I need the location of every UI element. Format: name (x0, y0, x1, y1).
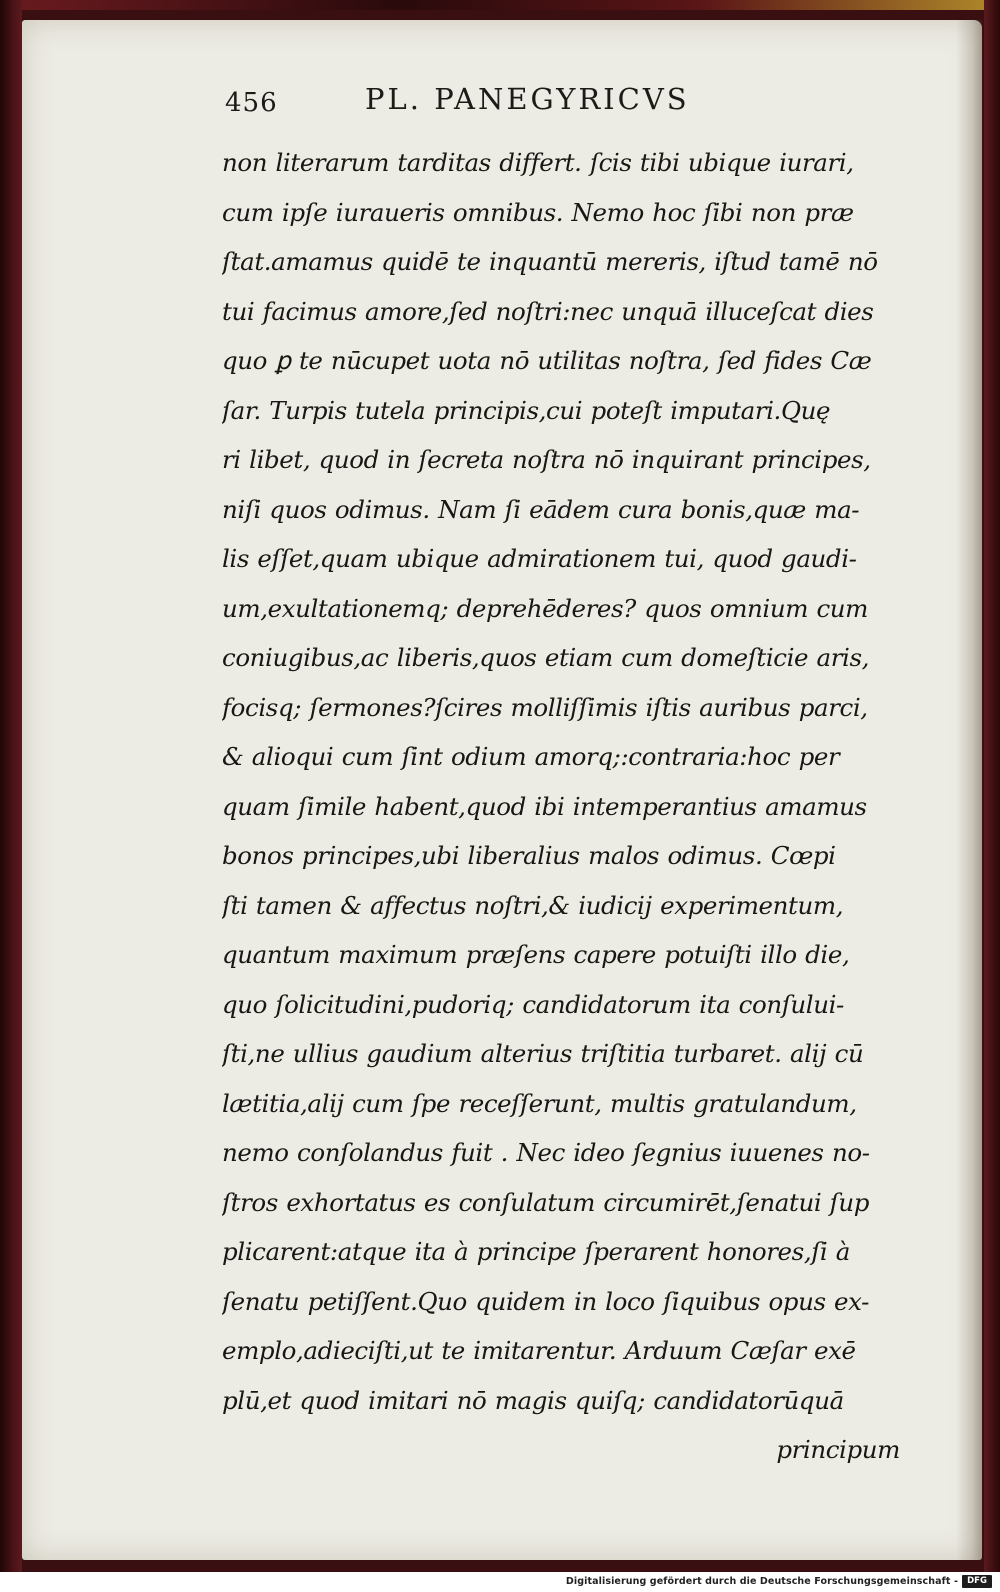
catchword: principum (776, 1435, 900, 1464)
text-line: plicarent:atque ita à principe ſperarent honores,ſi à (222, 1237, 850, 1266)
text-line: ſenatu petiſſent.Quo quidem in loco ſiquibus opus ex- (222, 1286, 869, 1316)
page-number: 456 (225, 88, 278, 118)
text-line: quam ſimile habent,quod ibi intemperantius amamus (222, 791, 867, 821)
text-line: tui facimus amore,ſed noſtri:nec unquā illuceſcat dies (222, 296, 874, 326)
text-line: coniugibus,ac liberis,quos etiam cum domeſticie aris, (222, 643, 870, 672)
text-line: ſar. Turpis tutela principis,cui poteſt imputari.Quę (222, 395, 831, 425)
left-binding-cover (0, 0, 22, 1572)
text-line: cum ipſe iuraueris omnibus. Nemo hoc ſibi non præ (222, 197, 854, 227)
text-line: non literarum tarditas differt. ſcis tibi ubique iurari, (222, 148, 854, 177)
text-line: nemo conſolandus fuit . Nec ideo ſegnius iuuenes no- (222, 1138, 870, 1167)
text-line: ſtros exhortatus es conſulatum circumirēt,ſenatui ſup (222, 1187, 869, 1217)
text-line: quo ꝑ te nūcupet uota nō utilitas noſtra, ſed fides Cæ (222, 346, 872, 375)
right-binding-cover (984, 0, 1000, 1572)
text-line: plū,et quod imitari nō magis quiſq; candidatorūquā (222, 1385, 844, 1415)
text-line: ſtat.amamus quidē te inquantū mereris, iſtud tamē nō (222, 247, 878, 276)
dfg-logo-icon: DFG (962, 1575, 992, 1588)
text-line: & alioqui cum ſint odium amorq;:contraria:hoc per (222, 742, 840, 771)
text-line: focisq; ſermones?ſcires molliſſimis iſtis auribus parci, (222, 692, 868, 722)
text-line: niſi quos odimus. Nam ſi eādem cura bonis,quæ ma- (222, 494, 860, 524)
text-line: um,exultationemq; deprehēderes? quos omnium cum (222, 593, 868, 623)
text-line: lis eſſet,quam ubique admirationem tui, quod gaudi- (222, 544, 857, 573)
text-line: ſti tamen & affectus noſtri,& iudicij experimentum, (222, 890, 844, 920)
text-line: bonos principes,ubi liberalius malos odimus. Cœpi (222, 841, 836, 870)
digitization-footer (0, 1572, 1000, 1592)
text-line: quo ſolicitudini,pudoriq; candidatorum ita conſului- (222, 989, 844, 1019)
text-line: ſti,ne ullius gaudium alterius triſtitia turbaret. alij cū (222, 1039, 864, 1068)
text-line: lætitia,alij cum ſpe receſſerunt, multis gratulandum, (222, 1088, 857, 1118)
funding-note: Digitalisierung gefördert durch die Deutsche Forschungsgemeinschaft - (565, 1576, 958, 1587)
text-line: ri libet, quod in ſecreta noſtra nō inquirant principes, (222, 445, 871, 474)
text-line: quantum maximum præſens capere potuiſti illo die, (222, 940, 850, 969)
binding-top-edge (0, 0, 1000, 10)
latin-text-block (222, 138, 912, 1475)
page-fore-edge-shadow (956, 20, 982, 1560)
text-line: emplo,adieciſti,ut te imitarentur. Arduum Cæſar exē (222, 1336, 856, 1365)
page-header (225, 82, 785, 126)
running-title: PL. PANEGYRICVS (365, 82, 690, 116)
